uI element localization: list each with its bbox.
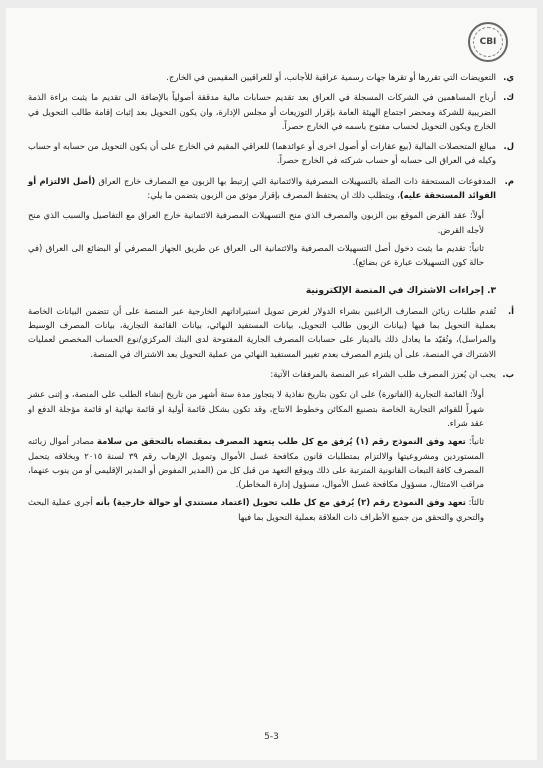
- item-text: التعويضات التي تقررها أو تقرها جهات رسمية عراقية للأجانب، أو للعراقيين المقيمين في الخارج.: [166, 72, 496, 82]
- item-text-bold: (أصل الالتزام أو الفوائد المستحقة عليه): [28, 175, 496, 201]
- sub-item-bold: تعهد وفق النموذج رقم (١) يُرفق مع كل طلب يتعهد المصرف بمقتضاه بالتحقق من سلامة: [97, 436, 466, 447]
- list-item: [28, 70, 514, 84]
- page-number: 5-3: [264, 732, 279, 742]
- sub-item-rest: أجرى عملية البحث والتحري والتحقق من جميع الأطراف ذات العلاقة بعملية التحويل بما فيها: [28, 497, 484, 522]
- item-text: ، ويتطلب ذلك ان يحتفظ المصرف بإقرار موثق من الزبون يتضمن ما يلي:: [147, 190, 400, 201]
- sub-item-lead: ثانياً:: [465, 436, 484, 447]
- section-title: إجراءات الاشتراك في المنصة الإلكترونية: [305, 285, 484, 296]
- sub-item: ثانياً: تقديم ما يثبت دخول أصل التسهيلات المصرفية والائتمانية الى العراق عن طريق الجهاز المصرفي أو البضائع الى العراق (في حالة كون التسهيلات عبارة عن بضائع).: [28, 242, 484, 268]
- item-marker: م.: [504, 175, 514, 186]
- item-marker: ك.: [503, 92, 514, 103]
- document-content: [28, 70, 514, 528]
- logo-ring: [473, 27, 503, 57]
- sub-item-text: أولاً: القائمة التجارية (الفاتورة) على ان تكون بتاريخ نفاذية لا يتجاوز مدة ستة أشهر من تاريخ إنشاء الطلب على المنصة، و إثنى عشر شهراً للقوائم التجارية الخاصة بتصنيع المكائن وخطوط الانتاج، وقد تكون بشكل قائمة أولية او قائمة نهائية او قائمة مؤجلة الدفع او عقد شراء.: [28, 389, 484, 428]
- list-item: [28, 304, 514, 361]
- sub-item: أولاً: عقد القرض الموقع بين الزبون والمصرف الذي منح التسهيلات المصرفية الائتمانية خارج العراق مع التفاصيل والسبب الذي منح لأجله القرض.: [28, 210, 484, 235]
- list-item: [28, 139, 514, 168]
- sub-item-rest: مصادر أموال زبائنه المستوردين ومشروعيتها والالتزام بمتطلبات قانون مكافحة غسل الأموال وتمويل الإرهاب رقم ٣٩ لسنة ٢٠١٥ وبخلافه يتحمل المصرف كافة التبعات القانونية المترتبة على ذلك ويوقع التعهد من قبل كل من (المدير المفوض أو المدير الإقليمي أو من ينوب عنهما، مراقب الامتثال، مسؤول مكافحة غسل الأموال، مسؤول إدارة المخاطر).: [28, 436, 484, 490]
- item-text: المدفوعات المستحقة ذات الصلة بالتسهيلات المصرفية والائتمانية التي إرتبط بها الزبون مع المصارف خارج العراق: [95, 175, 496, 186]
- item-marker: أ.: [507, 305, 514, 316]
- item-text: مبالغ المتحصلات المالية (بيع عقارات أو أصول اخرى أو عوائدهما) للعراقي المقيم في الخارج على أن يكون التحويل من حسابه او حساب وكيله في العراق الى حسابه أو حساب شركته في الخارج حصراً.: [28, 141, 496, 166]
- sub-item: [28, 495, 514, 524]
- item-marker: ي.: [503, 72, 514, 82]
- item-text: يجب ان يُعزز المصرف طلب الشراء عبر المنصة بالمرفقات الآتية:: [270, 369, 496, 380]
- sub-item: [28, 434, 514, 491]
- item-marker: ب.: [502, 369, 514, 380]
- sub-item-lead: ثالثاً:: [465, 497, 484, 508]
- list-item: [28, 367, 514, 381]
- section-number: ٣.: [487, 285, 496, 296]
- list-item: [28, 90, 514, 133]
- item-text: أرباح المساهمين في الشركات المسجلة في العراق بعد تقديم حسابات مالية مدققة أصولياً بالإضافة الى تقديم ما يثبت براءة الذمة الضريبية للشركة ومحضر اجتماع الهيئة العامة بإقرار التوزيعات أو مجلس الإدارة، وان يكون التحويل بعد إثبات إقامة طالب التحويل في الخارج ويكون التحويل لحساب مفتوح باسمه في الخارج حصراً.: [28, 92, 496, 131]
- document-page: [6, 8, 537, 760]
- item-text: تُقدم طلبات زبائن المصارف الراغبين بشراء الدولار لغرض تمويل استيراداتهم الخارجية عبر المنصة على أن تتضمن البيانات الخاصة بعملية التحويل بما فيها (بيانات الزبون طالب التحويل، بيانات المستفيد النهائي، بيانات القائمة التجارية، بيانات المصرف الوسيط والمراسل)، وتُقيّد ما يعادل ذلك بالدينار على حسابات المصرف الجارية المفتوحة لدى البنك المركزي/نوع الحساب المخصص لعمليات الاشتراك في المنصة، على أن يلتزم المصرف بعدم تغيير المستفيد النهائي من عملية التحويل بعد الاشتراك في المنصة.: [28, 305, 496, 359]
- item-marker: ل.: [503, 141, 514, 152]
- sub-item-bold: تعهد وفق النموذج رقم (٢) يُرفق مع كل طلب تحويل (اعتماد مستندي أو حوالة خارجية) بأنه: [95, 497, 466, 508]
- logo-text: CBI: [479, 37, 497, 47]
- list-item: [28, 174, 514, 203]
- section-heading: [28, 284, 514, 298]
- sub-item: [28, 387, 514, 430]
- cbi-logo: [468, 22, 508, 62]
